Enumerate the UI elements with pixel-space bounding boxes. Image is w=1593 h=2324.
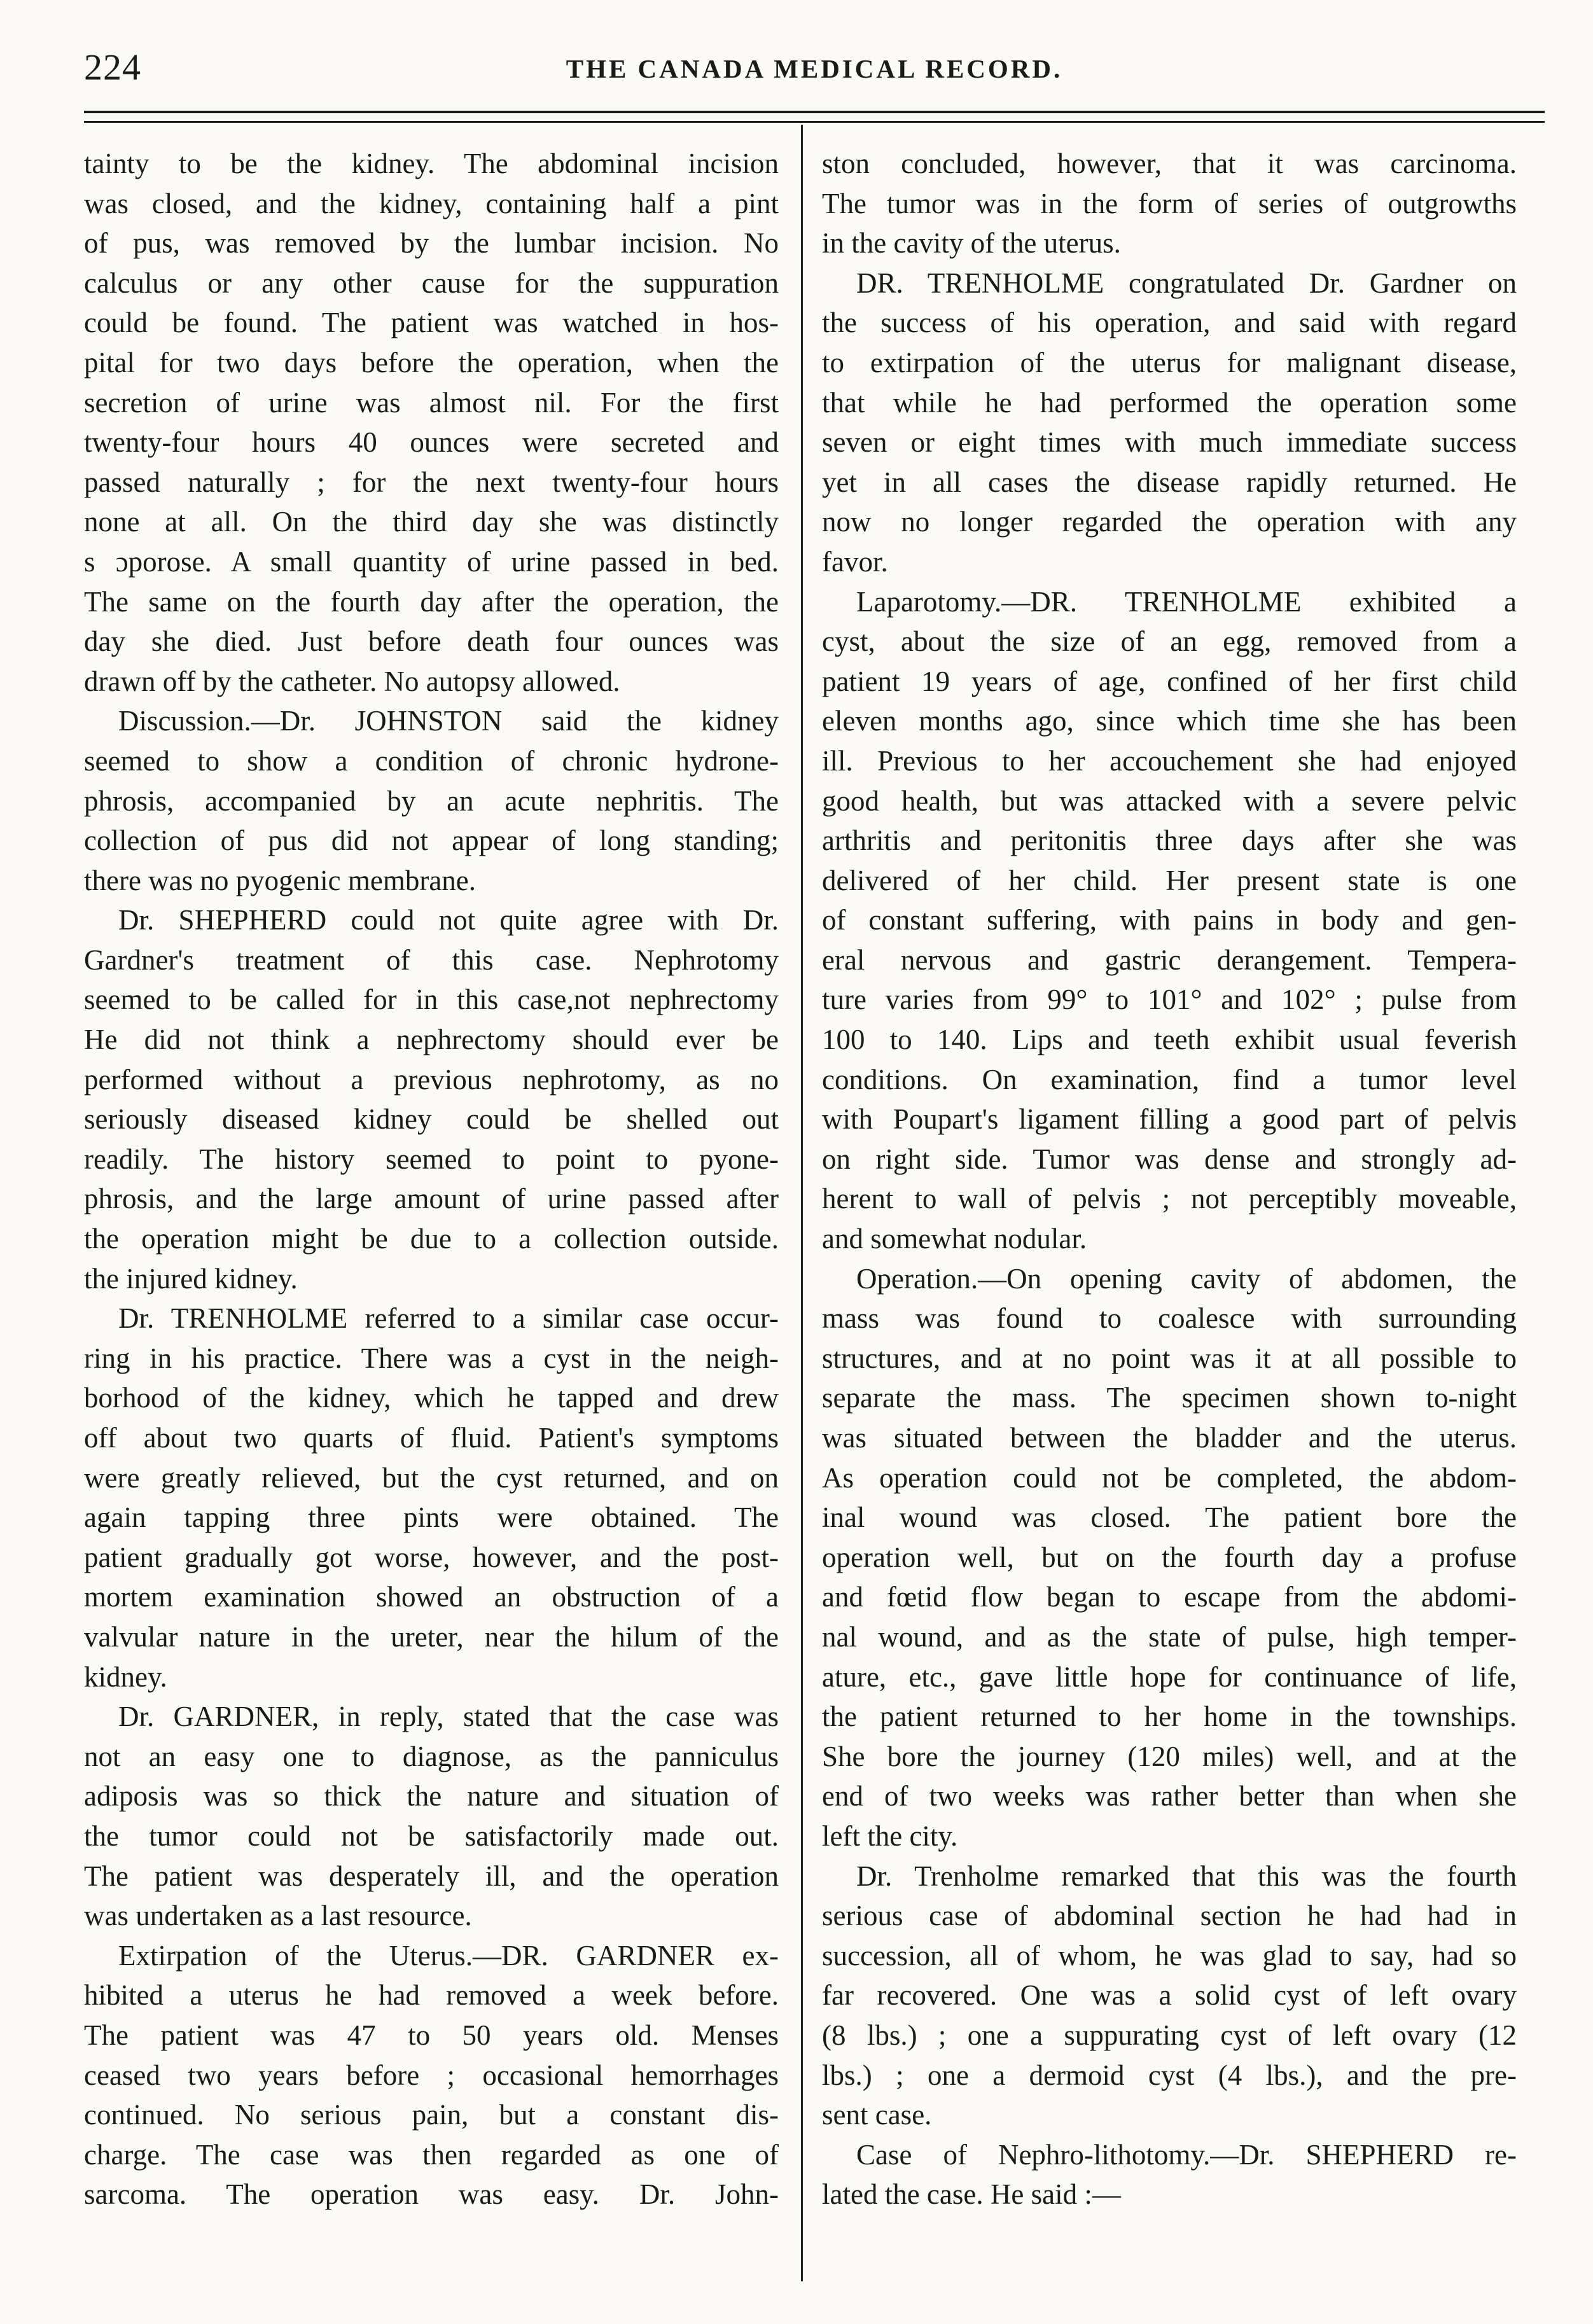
text-line: performed without a previous nephrotomy, as no xyxy=(84,1063,779,1096)
right-column xyxy=(822,144,1517,2215)
text-line: Discussion.—Dr. JOHNSTON said the kidney xyxy=(118,705,779,737)
text-line: favor. xyxy=(822,545,888,578)
text-line: Dr. GARDNER, in reply, stated that the case was xyxy=(118,1701,779,1733)
text-line: sent case. xyxy=(822,2099,932,2131)
header-rule-thin xyxy=(84,121,1545,123)
text-line: none at all. On the third day she was distinctly xyxy=(84,506,779,538)
text-line: ture varies from 99° to 101° and 102° ; pulse from xyxy=(822,984,1517,1016)
text-line: seemed to be called for in this case,not nephrectomy xyxy=(84,984,779,1016)
text-line: readily. The history seemed to point to pyone- xyxy=(84,1143,779,1175)
text-line: Extirpation of the Uterus.—DR. GARDNER ex- xyxy=(118,1939,779,1972)
text-line: the tumor could not be satisfactorily made out. xyxy=(84,1820,779,1852)
text-line: could be found. The patient was watched in hos- xyxy=(84,307,779,339)
text-line: twenty-four hours 40 ounces were secreted and xyxy=(84,426,779,459)
text-line: borhood of the kidney, which he tapped and drew xyxy=(84,1382,779,1414)
text-line: arthritis and peritonitis three days after she was xyxy=(822,825,1517,857)
text-line: continued. No serious pain, but a constant dis- xyxy=(84,2099,779,2131)
text-line: and fœtid flow began to escape from the abdomi- xyxy=(822,1581,1517,1613)
text-line: yet in all cases the disease rapidly returned. He xyxy=(822,466,1517,498)
text-line: of pus, was removed by the lumbar incision. No xyxy=(84,227,779,260)
text-line: Laparotomy.—DR. TRENHOLME exhibited a xyxy=(856,585,1517,618)
text-line: succession, all of whom, he was glad to say, had so xyxy=(822,1939,1517,1972)
text-line: off about two quarts of fluid. Patient's symptoms xyxy=(84,1422,779,1454)
text-line: in the cavity of the uterus. xyxy=(822,227,1121,260)
text-line: Operation.—On opening cavity of abdomen, the xyxy=(856,1262,1517,1295)
text-line: sarcoma. The operation was easy. Dr. John- xyxy=(84,2178,779,2211)
text-line: The patient was 47 to 50 years old. Menses xyxy=(84,2019,779,2051)
text-line: serious case of abdominal section he had had in xyxy=(822,1900,1517,1932)
text-line: separate the mass. The specimen shown to-night xyxy=(822,1382,1517,1414)
text-line: 100 to 140. Lips and teeth exhibit usual feverish xyxy=(822,1024,1517,1056)
text-line: Dr. TRENHOLME referred to a similar case occur- xyxy=(118,1302,779,1335)
running-title: THE CANADA MEDICAL RECORD. xyxy=(566,54,1063,83)
text-line: patient gradually got worse, however, and the post- xyxy=(84,1541,779,1573)
text-line: The tumor was in the form of series of outgrowths xyxy=(822,187,1517,219)
text-line: end of two weeks was rather better than when she xyxy=(822,1780,1517,1813)
text-line: kidney. xyxy=(84,1660,167,1693)
text-line: the patient returned to her home in the townships. xyxy=(822,1701,1517,1733)
text-line: adiposis was so thick the nature and situation of xyxy=(84,1780,779,1813)
text-line: s ɔporose. A small quantity of urine passed in bed. xyxy=(84,545,779,578)
text-line: collection of pus did not appear of long standing; xyxy=(84,825,779,857)
text-line: not an easy one to diagnose, as the panniculus xyxy=(84,1740,779,1772)
text-line: ill. Previous to her accouchement she had enjoyed xyxy=(822,744,1517,777)
text-line: on right side. Tumor was dense and strongly ad- xyxy=(822,1143,1517,1175)
text-line: ring in his practice. There was a cyst in the neigh- xyxy=(84,1342,779,1374)
text-line: seemed to show a condition of chronic hydrone- xyxy=(84,744,779,777)
text-line: lated the case. He said :— xyxy=(822,2178,1121,2211)
text-line: and somewhat nodular. xyxy=(822,1223,1087,1255)
text-line: lbs.) ; one a dermoid cyst (4 lbs.), and the pre- xyxy=(822,2059,1517,2091)
text-line: structures, and at no point was it at all possible to xyxy=(822,1342,1517,1374)
text-line: of constant suffering, with pains in body and gen- xyxy=(822,904,1517,936)
text-line: ceased two years before ; occasional hemorrhages xyxy=(84,2059,779,2091)
text-line: The same on the fourth day after the operation, the xyxy=(84,585,779,618)
text-line: drawn off by the catheter. No autopsy allowed. xyxy=(84,665,620,697)
text-line: good health, but was attacked with a severe pelvic xyxy=(822,784,1517,817)
text-line: the injured kidney. xyxy=(84,1262,298,1295)
text-line: As operation could not be completed, the abdom- xyxy=(822,1461,1517,1494)
left-column xyxy=(84,144,779,2215)
text-line: seriously diseased kidney could be shelled out xyxy=(84,1103,779,1136)
text-line: hibited a uterus he had removed a week before. xyxy=(84,1979,779,2012)
text-line: nal wound, and as the state of pulse, high temper- xyxy=(822,1620,1517,1653)
text-line: the success of his operation, and said with regard xyxy=(822,307,1517,339)
text-line: She bore the journey (120 miles) well, and at the xyxy=(822,1740,1517,1772)
text-line: phrosis, accompanied by an acute nephritis. The xyxy=(84,784,779,817)
text-line: mortem examination showed an obstruction of a xyxy=(84,1581,779,1613)
text-line: mass was found to coalesce with surrounding xyxy=(822,1302,1517,1335)
text-line: again tapping three pints were obtained. The xyxy=(84,1501,779,1534)
text-line: pital for two days before the operation, when the xyxy=(84,346,779,379)
text-line: passed naturally ; for the next twenty-four hours xyxy=(84,466,779,498)
text-line: herent to wall of pelvis ; not perceptibly moveable, xyxy=(822,1183,1517,1215)
text-line: operation well, but on the fourth day a profuse xyxy=(822,1541,1517,1573)
text-line: calculus or any other cause for the suppuration xyxy=(84,267,779,299)
text-line: with Poupart's ligament filling a good part of pelvis xyxy=(822,1103,1517,1136)
header-rule-thick xyxy=(84,111,1545,113)
text-line: cyst, about the size of an egg, removed from a xyxy=(822,625,1517,658)
text-line: left the city. xyxy=(822,1820,958,1852)
text-line: to extirpation of the uterus for malignant disease, xyxy=(822,346,1517,379)
text-line: He did not think a nephrectomy should ever be xyxy=(84,1024,779,1056)
text-line: far recovered. One was a solid cyst of left ovary xyxy=(822,1979,1517,2012)
text-line: inal wound was closed. The patient bore the xyxy=(822,1501,1517,1534)
text-line: charge. The case was then regarded as one of xyxy=(84,2138,779,2171)
text-line: Dr. SHEPHERD could not quite agree with Dr. xyxy=(118,904,779,936)
text-line: eleven months ago, since which time she has been xyxy=(822,705,1517,737)
text-line: tainty to be the kidney. The abdominal incision xyxy=(84,148,779,179)
text-line: was closed, and the kidney, containing half a pint xyxy=(84,187,779,219)
column-divider xyxy=(801,125,803,2281)
text-line: The patient was desperately ill, and the operation xyxy=(84,1860,779,1892)
text-line: DR. TRENHOLME congratulated Dr. Gardner on xyxy=(856,267,1517,299)
page-number: 224 xyxy=(84,46,141,88)
text-line: secretion of urine was almost nil. For the first xyxy=(84,386,779,419)
text-line: that while he had performed the operation some xyxy=(822,386,1517,419)
text-line: patient 19 years of age, confined of her first child xyxy=(822,665,1517,697)
text-line: ston concluded, however, that it was carcinoma. xyxy=(822,148,1517,179)
text-line: (8 lbs.) ; one a suppurating cyst of left ovary (12 xyxy=(822,2019,1517,2051)
text-line: now no longer regarded the operation with any xyxy=(822,506,1517,538)
text-line: ature, etc., gave little hope for continuance of life, xyxy=(822,1660,1517,1693)
text-line: were greatly relieved, but the cyst returned, and on xyxy=(84,1461,779,1494)
text-line: there was no pyogenic membrane. xyxy=(84,864,477,896)
text-line: eral nervous and gastric derangement. Tempera- xyxy=(822,943,1517,976)
text-line: Dr. Trenholme remarked that this was the fourth xyxy=(856,1860,1517,1892)
text-line: phrosis, and the large amount of urine passed after xyxy=(84,1183,779,1215)
text-line: Gardner's treatment of this case. Nephrotomy xyxy=(84,943,779,976)
text-line: the operation might be due to a collection outside. xyxy=(84,1223,779,1255)
text-line: Case of Nephro-lithotomy.—Dr. SHEPHERD re- xyxy=(856,2138,1517,2171)
text-line: was situated between the bladder and the uterus. xyxy=(822,1422,1517,1454)
text-line: conditions. On examination, find a tumor level xyxy=(822,1063,1517,1096)
text-line: seven or eight times with much immediate success xyxy=(822,426,1517,459)
text-line: was undertaken as a last resource. xyxy=(84,1900,472,1932)
page-header xyxy=(84,46,1545,103)
text-line: valvular nature in the ureter, near the hilum of the xyxy=(84,1620,779,1653)
text-line: delivered of her child. Her present state is one xyxy=(822,864,1517,896)
text-line: day she died. Just before death four ounces was xyxy=(84,625,779,658)
